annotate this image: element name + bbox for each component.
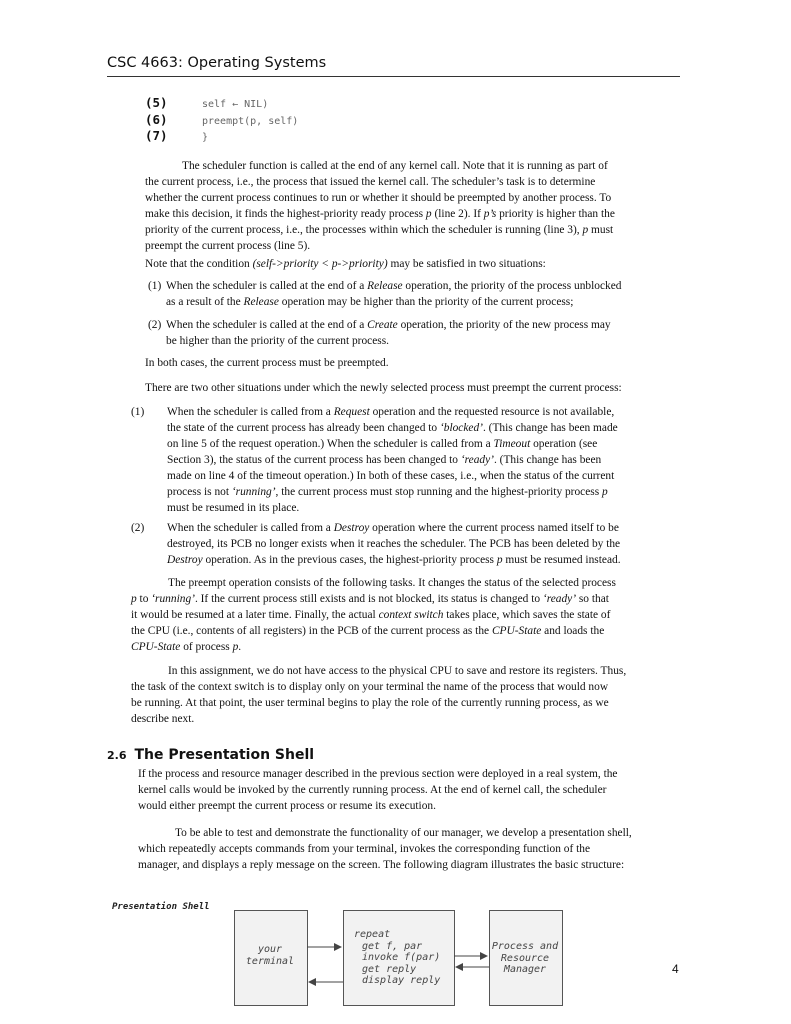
situation-item: (2) When the scheduler is called at the end of a Create operation, the priority of the new process may be higher than the priority of the current process. [148,319,611,347]
shell-demo-paragraph: To be able to test and demonstrate the functionality of our manager, we develop a presentation shell, which repeatedly accepts commands from your terminal, invokes the corresponding function of the manager, and displays a reply message on the screen. The following diagram illustrates the basic structure: [138,827,632,871]
shell-loop-text: repeat get f, par invoke f(par) get reply display reply [354,929,441,986]
course-title: CSC 4663: Operating Systems [107,55,327,71]
other-situations-line: There are two other situations under which the newly selected process must preempt the current process: [145,382,622,394]
situation-item: (1) When the scheduler is called at the end of a Release operation, the priority of the process unblocked as a result of the Release operation may be higher than the priority of the current process; [148,280,622,308]
shell-paragraph: If the process and resource manager described in the previous section were deployed in a real system, the kernel calls would be invoked by the currently running process. At the end of kernel call, the scheduler would either preempt the current process or resume its execution. [138,768,618,812]
assignment-paragraph: In this assignment, we do not have access to the physical CPU to save and restore its registers. Thus, the task of the context switch is to display only on your terminal the name of the process that would now be running. At that point, the user terminal begins to play the role of the currently running process, as we describe next. [131,665,627,725]
both-cases-line: In both cases, the current process must be preempted. [145,357,389,369]
other-situation-item: (1) When the scheduler is called from a Request operation and the requested resource is not available, the state of the current process has already been changed to ‘blocked’. (This change has been made on line 5 of the request operation.) When the scheduler is called from a Timeout operation (see Section 3), the status of the current process has been changed to ‘ready’. (This change has been made on line 4 of the timeout operation.) In both of these cases, i.e., when the status of the current process is not ‘running’, the current process must stop running and the highest-priority process p must be resumed in its place. [131,406,618,514]
preempt-paragraph: The preempt operation consists of the following tasks. It changes the status of the selected process p to ‘running’. If the current process still exists and is not blocked, its status is changed to ‘ready’ so that it would be resumed at a later time. Finally, the actual context switch takes place, which saves the state of the CPU (i.e., contents of all registers) in the PCB of the current process as the CPU-State and loads the CPU-State of process p. [131,577,616,653]
section-heading: 2.6 The Presentation Shell [107,747,315,763]
code-line: (5) self ← NIL) [145,95,269,110]
text-line: priority of the current process, i.e., the processes within which the scheduler is running (line 3), p must [145,224,614,236]
text-line: preempt the current process (line 5). [145,240,311,252]
page-number: 4 [672,962,679,976]
code-line: (6) preempt(p, self) [145,111,299,127]
text-line: make this decision, it finds the highest-priority ready process p (line 2). If p’s priority is higher than the [145,208,615,220]
manager-label: Process and Resource Manager [491,941,559,975]
text-line: The scheduler function is called at the end of any kernel call. Note that it is running as part of [182,160,608,172]
other-situation-item: (2) When the scheduler is called from a Destroy operation where the current process named itself to be destroyed, its PCB no longer exists when it reaches the scheduler. The PCB has been deleted by the Destroy operation. As in the previous cases, the highest-priority process p must be resumed instead. [131,522,621,566]
terminal-label: your terminal [245,944,295,967]
code-line: (7) } [145,128,209,143]
diagram-caption: Presentation Shell [112,902,210,912]
text-line: the current process, i.e., the process that issued the kernel call. The scheduler’s task is to determine [145,176,596,188]
condition-note: Note that the condition (self->priority < p->priority) may be satisfied in two situations: [145,258,546,270]
text-line: whether the current process continues to run or whether it should be preempted by another process. To [145,192,612,204]
